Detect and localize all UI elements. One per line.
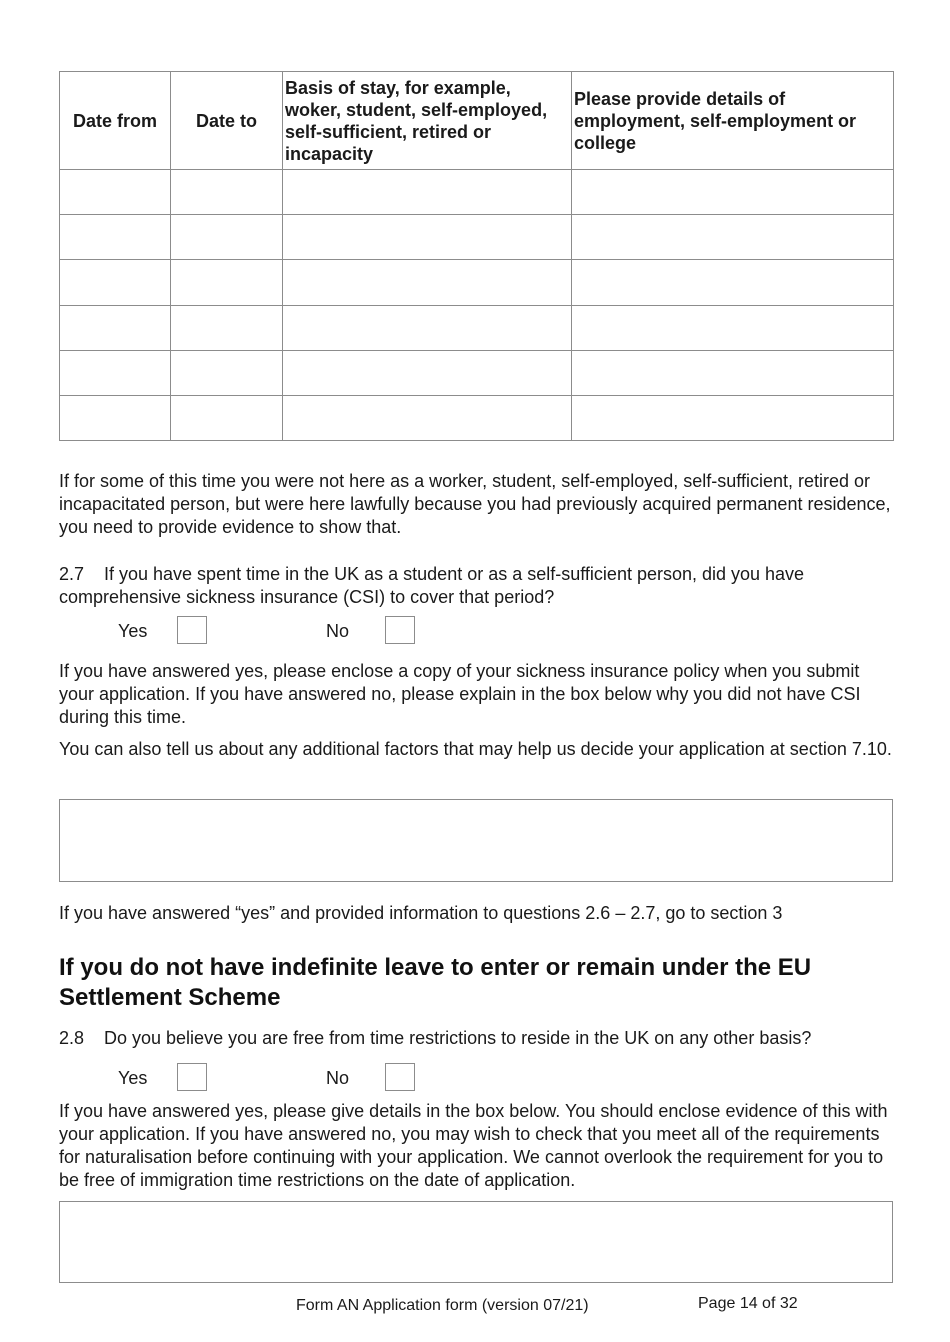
date-from-cell[interactable] bbox=[60, 395, 171, 440]
q27-additional-factors-note: You can also tell us about any additional factors that may help us decide your application at section 7.10. bbox=[59, 739, 892, 759]
q27-no-checkbox[interactable] bbox=[385, 616, 415, 644]
header-details: Please provide details of employment, self-employment or college bbox=[572, 72, 894, 170]
q28-instructions: If you have answered yes, please give details in the box below. You should enclose evidence of this with your application. If you have answered no, you may wish to check that you meet all of the requirements for naturalisation before continuing with your application. We cannot overlook the requirement for you to be free of immigration time restrictions on the date of application. bbox=[59, 1101, 888, 1190]
footer-page-number: Page 14 of 32 bbox=[698, 1295, 798, 1312]
date-from-cell[interactable] bbox=[60, 215, 171, 260]
header-date-to: Date to bbox=[171, 72, 283, 170]
date-to-cell[interactable] bbox=[171, 215, 283, 260]
table-row bbox=[60, 305, 894, 350]
header-date-from: Date from bbox=[60, 72, 171, 170]
q27-instructions: If you have answered yes, please enclose a copy of your sickness insurance policy when you submit your application. If you have answered no, please explain in the box below why you did not have CSI during this time. bbox=[59, 661, 861, 727]
header-basis-of-stay: Basis of stay, for example, woker, student, self-employed, self-sufficient, retired or incapacity bbox=[283, 72, 572, 170]
basis-of-stay-cell[interactable] bbox=[283, 305, 572, 350]
section-heading: If you do not have indefinite leave to enter or remain under the EU Settlement Scheme bbox=[59, 954, 812, 1011]
table-row bbox=[60, 215, 894, 260]
date-from-cell[interactable] bbox=[60, 260, 171, 305]
basis-of-stay-cell[interactable] bbox=[283, 215, 572, 260]
date-to-cell[interactable] bbox=[171, 395, 283, 440]
table-row bbox=[60, 350, 894, 395]
details-cell[interactable] bbox=[572, 395, 894, 440]
question-text: If you have spent time in the UK as a student or as a self-sufficient person, did you have comprehensive sickness insurance (CSI) to cover that period? bbox=[59, 564, 805, 607]
details-cell[interactable] bbox=[572, 305, 894, 350]
details-cell[interactable] bbox=[572, 260, 894, 305]
q27-no-label: No bbox=[326, 621, 350, 641]
details-cell[interactable] bbox=[572, 170, 894, 215]
residence-history-table bbox=[59, 71, 894, 441]
csi-explanation-box[interactable] bbox=[59, 799, 893, 882]
details-cell[interactable] bbox=[572, 215, 894, 260]
date-from-cell[interactable] bbox=[60, 170, 171, 215]
date-from-cell[interactable] bbox=[60, 350, 171, 395]
q28-no-label: No bbox=[326, 1068, 350, 1088]
question-text: Do you believe you are free from time restrictions to reside in the UK on any other basis? bbox=[104, 1028, 812, 1048]
q28-yes-checkbox[interactable] bbox=[177, 1063, 207, 1091]
time-restrictions-details-box[interactable] bbox=[59, 1201, 893, 1283]
date-from-cell[interactable] bbox=[60, 305, 171, 350]
q27-yes-checkbox[interactable] bbox=[177, 616, 207, 644]
question-2-7 bbox=[59, 563, 899, 609]
question-2-8 bbox=[59, 1027, 899, 1050]
date-to-cell[interactable] bbox=[171, 305, 283, 350]
table-header-row bbox=[60, 72, 894, 170]
basis-of-stay-cell[interactable] bbox=[283, 260, 572, 305]
footer-form-name: Form AN Application form (version 07/21) bbox=[296, 1297, 589, 1314]
date-to-cell[interactable] bbox=[171, 170, 283, 215]
table-row bbox=[60, 170, 894, 215]
q27-yes-label: Yes bbox=[118, 621, 148, 641]
date-to-cell[interactable] bbox=[171, 260, 283, 305]
q28-no-checkbox[interactable] bbox=[385, 1063, 415, 1091]
q28-yes-label: Yes bbox=[118, 1068, 148, 1088]
goto-section-3-note: If you have answered “yes” and provided information to questions 2.6 – 2.7, go to section 3 bbox=[59, 903, 783, 923]
date-to-cell[interactable] bbox=[171, 350, 283, 395]
permanent-residence-note: If for some of this time you were not here as a worker, student, self-employed, self-sufficient, retired or incapacitated person, but were here lawfully because you had previously acquired permanent residence, you need to provide evidence to show that. bbox=[59, 471, 891, 537]
basis-of-stay-cell[interactable] bbox=[283, 350, 572, 395]
details-cell[interactable] bbox=[572, 350, 894, 395]
basis-of-stay-cell[interactable] bbox=[283, 395, 572, 440]
table-row bbox=[60, 260, 894, 305]
question-number: 2.8 bbox=[59, 1028, 85, 1048]
basis-of-stay-cell[interactable] bbox=[283, 170, 572, 215]
question-number: 2.7 bbox=[59, 564, 85, 584]
table-row bbox=[60, 395, 894, 440]
